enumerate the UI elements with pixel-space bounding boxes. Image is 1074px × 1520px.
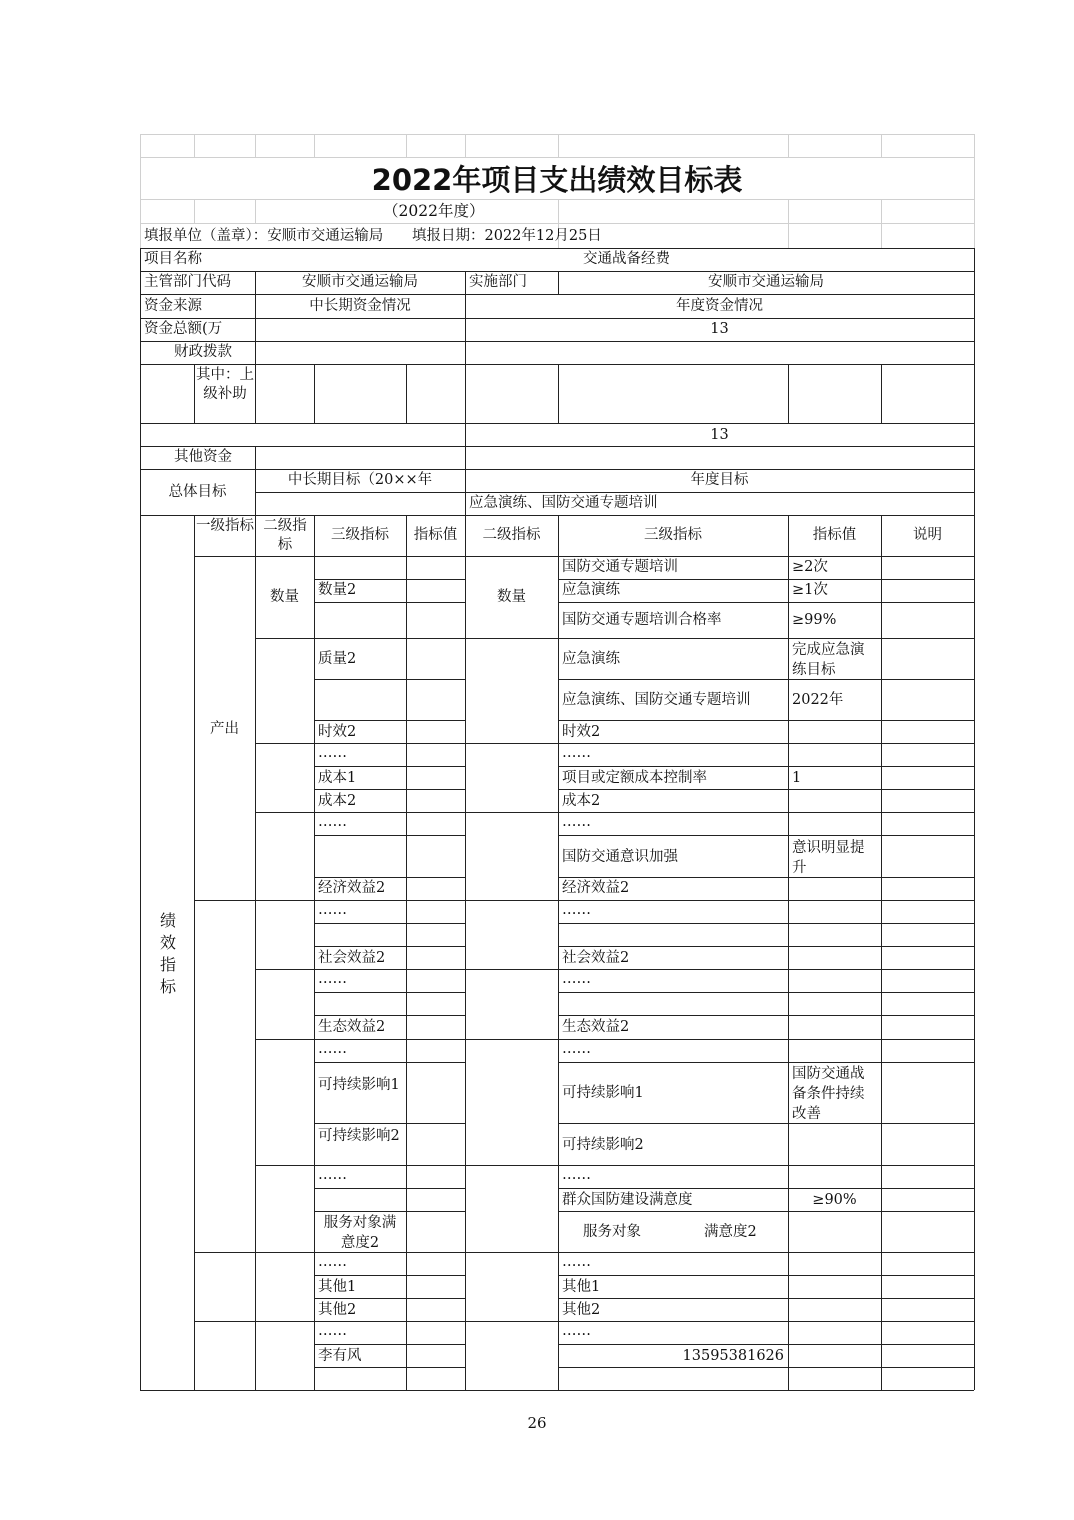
mid-term-goal: 中长期目标（20××年 <box>287 472 433 488</box>
grid-line <box>406 134 407 157</box>
right-other1: 其他1 <box>562 1279 601 1295</box>
table-rule <box>558 992 974 993</box>
left-timeliness2: 时效2 <box>318 724 357 740</box>
table-rule <box>558 1275 974 1276</box>
dept-code: 安顺市交通运输局 <box>302 274 418 290</box>
grid-line <box>881 134 882 157</box>
quantity-label: 数量 <box>270 589 299 605</box>
left-quality2: 质量2 <box>318 651 357 667</box>
table-rule <box>255 271 256 423</box>
right-item-name: 国防交通专题培训合格率 <box>562 612 722 628</box>
header-level1: 一级指标 <box>196 518 254 534</box>
grid-line <box>140 134 974 135</box>
fill-unit: 填报单位（盖章）：安顺市交通运输局 <box>144 228 384 244</box>
table-rule <box>140 364 974 365</box>
impl-dept: 安顺市交通运输局 <box>708 274 824 290</box>
table-rule <box>194 364 195 423</box>
right-item-name: 国防交通专题培训 <box>562 559 678 575</box>
header-value-b: 指标值 <box>812 527 857 543</box>
table-rule <box>558 579 974 580</box>
table-rule <box>140 446 974 447</box>
project-name: 交通战备经费 <box>583 251 670 267</box>
grid-line <box>140 157 974 158</box>
table-rule <box>558 789 974 790</box>
left-dots: …… <box>318 1041 347 1057</box>
table-rule <box>314 515 315 1390</box>
table-rule <box>314 1275 465 1276</box>
output-label: 产出 <box>210 721 239 737</box>
right-item-name: 应急演练 <box>562 651 620 667</box>
header-note: 说明 <box>913 527 942 543</box>
table-rule <box>558 1298 974 1299</box>
table-rule <box>194 556 974 557</box>
table-rule <box>465 515 466 1390</box>
table-rule <box>406 515 407 1390</box>
total-label: 资金总额(万 <box>144 321 223 337</box>
right-cost2: 成本2 <box>562 793 601 809</box>
table-rule <box>558 946 974 947</box>
year-note: （2022年度） <box>383 202 485 220</box>
left-eco2: 生态效益2 <box>318 1019 386 1035</box>
page-title: 2022年项目支出绩效目标表 <box>371 163 743 197</box>
grid-line <box>788 134 789 157</box>
grid-line <box>881 199 882 248</box>
table-rule <box>314 1367 465 1368</box>
left-other2: 其他2 <box>318 1302 357 1318</box>
table-rule <box>314 579 465 580</box>
table-rule <box>314 364 315 423</box>
table-rule <box>406 364 407 423</box>
table-rule <box>255 743 974 744</box>
left-econ2: 经济效益2 <box>318 880 386 896</box>
right-service-b: 满意度2 <box>704 1224 757 1240</box>
table-rule <box>314 789 465 790</box>
table-rule <box>140 515 974 516</box>
table-rule <box>558 1123 974 1124</box>
right-social2: 社会效益2 <box>562 950 630 966</box>
left-dots: …… <box>318 1167 347 1183</box>
table-rule <box>140 271 974 272</box>
table-rule <box>558 679 974 680</box>
contact-phone: 13595381626 <box>682 1348 784 1364</box>
table-rule <box>140 318 974 319</box>
right-item-name: 应急演练 <box>562 582 620 598</box>
right-dots: …… <box>562 1041 591 1057</box>
right-sustain2: 可持续影响2 <box>562 1137 644 1153</box>
right-satisfaction-value: ≥90% <box>812 1192 857 1208</box>
left-sustain1: 可持续影响1 <box>318 1077 400 1093</box>
right-item-value: ≥1次 <box>792 582 828 598</box>
grid-line <box>974 134 975 248</box>
total-value: 13 <box>710 321 729 337</box>
annual-goal-label: 年度目标 <box>690 472 749 488</box>
contact-name: 李有风 <box>318 1348 362 1364</box>
grid-line <box>194 134 195 157</box>
table-rule <box>140 1390 974 1391</box>
right-item-value: 2022年 <box>792 692 844 708</box>
right-econ2: 经济效益2 <box>562 880 630 896</box>
table-rule <box>194 1252 974 1253</box>
left-dots: …… <box>318 745 347 761</box>
right-dots: …… <box>562 1254 591 1270</box>
grid-line <box>140 223 974 224</box>
header-level2-b: 二级指标 <box>482 527 541 543</box>
table-rule <box>558 877 974 878</box>
table-rule <box>255 812 974 813</box>
table-rule <box>255 969 974 970</box>
right-eco2: 生态效益2 <box>562 1019 630 1035</box>
left-social2: 社会效益2 <box>318 950 386 966</box>
annual-funds: 年度资金情况 <box>676 298 763 314</box>
table-rule <box>194 515 195 1390</box>
right-item-value: ≥2次 <box>792 559 828 575</box>
fund-source-label: 资金来源 <box>144 298 202 314</box>
table-rule <box>314 835 465 836</box>
project-name-label: 项目名称 <box>144 251 202 267</box>
table-rule <box>558 766 974 767</box>
table-rule <box>314 602 465 603</box>
right-service-a: 服务对象 <box>583 1224 641 1240</box>
grid-line <box>194 199 195 223</box>
right-other2: 其他2 <box>562 1302 601 1318</box>
table-rule <box>314 766 465 767</box>
table-rule <box>881 515 882 1390</box>
header-level2: 二级指标 <box>263 518 307 553</box>
right-dots: …… <box>562 971 591 987</box>
table-rule <box>558 1062 974 1063</box>
header-level3: 三级指标 <box>331 527 389 543</box>
table-rule <box>788 515 789 1390</box>
table-rule <box>314 1298 465 1299</box>
table-rule <box>558 602 974 603</box>
header-level3-b: 三级指标 <box>644 527 702 543</box>
right-item-value: 完成应急演练目标 <box>792 642 865 678</box>
left-service-satisfaction: 服务对象满意度2 <box>323 1215 397 1251</box>
table-rule <box>558 1188 974 1189</box>
left-dots: …… <box>318 814 347 830</box>
table-rule <box>140 469 974 470</box>
right-dots: …… <box>562 814 591 830</box>
table-rule <box>314 923 465 924</box>
sub-value: 13 <box>710 427 729 443</box>
right-cost-rate-value: 1 <box>792 770 802 786</box>
table-rule <box>558 1015 974 1016</box>
table-rule <box>558 835 974 836</box>
left-dots: …… <box>318 902 347 918</box>
left-other1: 其他1 <box>318 1279 357 1295</box>
table-rule <box>194 1321 974 1322</box>
table-rule <box>558 1211 974 1212</box>
right-dots: …… <box>562 1167 591 1183</box>
table-rule <box>881 364 882 423</box>
grid-line <box>314 134 315 157</box>
table-rule <box>140 294 974 295</box>
table-rule <box>140 341 974 342</box>
left-dots: …… <box>318 971 347 987</box>
right-sustain1-value: 国防交通战备条件持续改善 <box>792 1066 865 1122</box>
table-rule <box>194 900 974 901</box>
table-rule <box>558 364 559 423</box>
table-rule <box>255 638 974 639</box>
right-item-value: ≥99% <box>792 612 837 628</box>
page-number: 26 <box>527 1414 547 1432</box>
table-rule <box>255 492 974 493</box>
table-rule <box>140 423 974 424</box>
right-satisfaction: 群众国防建设满意度 <box>562 1192 693 1208</box>
overall-goal-label: 总体目标 <box>168 484 227 500</box>
table-rule <box>314 1123 465 1124</box>
table-rule <box>314 1015 465 1016</box>
table-rule <box>140 248 141 1390</box>
grid-line <box>788 199 789 248</box>
right-dots: …… <box>562 1323 591 1339</box>
mid-term-funds: 中长期资金情况 <box>309 298 411 314</box>
table-rule <box>974 248 975 1390</box>
left-quantity2: 数量2 <box>318 582 357 598</box>
right-awareness: 国防交通意识加强 <box>562 849 678 865</box>
right-cost-rate: 项目或定额成本控制率 <box>562 770 707 786</box>
right-dots: …… <box>562 902 591 918</box>
left-cost2: 成本2 <box>318 793 357 809</box>
table-rule <box>314 1344 465 1345</box>
grid-line <box>255 199 256 223</box>
table-rule <box>558 1344 974 1345</box>
impl-dept-label: 实施部门 <box>469 274 527 290</box>
grid-line <box>558 134 559 157</box>
table-rule <box>314 1062 465 1063</box>
quantity-label-b: 数量 <box>497 589 526 605</box>
annual-goal: 应急演练、国防交通专题培训 <box>469 495 658 511</box>
other-funds-label: 其他资金 <box>174 449 232 465</box>
table-rule <box>255 1165 974 1166</box>
table-rule <box>314 1188 465 1189</box>
left-sustain2: 可持续影响2 <box>318 1128 400 1144</box>
left-dots: …… <box>318 1323 347 1339</box>
dept-code-label: 主管部门代码 <box>144 274 231 290</box>
table-rule <box>140 248 974 249</box>
upper-subsidy-label: 其中：上级补助 <box>196 367 254 402</box>
table-rule <box>558 1367 974 1368</box>
fill-date: 填报日期：2022年12月25日 <box>412 228 602 244</box>
table-rule <box>558 923 974 924</box>
table-rule <box>558 720 974 721</box>
table-rule <box>255 515 256 1390</box>
table-rule <box>255 1039 974 1040</box>
table-rule <box>314 679 465 680</box>
grid-line <box>255 134 256 157</box>
left-dots: …… <box>318 1254 347 1270</box>
grid-line <box>465 134 466 157</box>
table-rule <box>558 515 559 1390</box>
performance-indicators-label: 绩效指标 <box>160 911 177 996</box>
table-rule <box>314 1211 465 1212</box>
right-dots: …… <box>562 745 591 761</box>
table-rule <box>314 720 465 721</box>
header-value: 指标值 <box>413 527 458 543</box>
right-sustain1: 可持续影响1 <box>562 1085 644 1101</box>
right-awareness-value: 意识明显提升 <box>792 840 865 876</box>
table-rule <box>314 992 465 993</box>
right-timeliness2: 时效2 <box>562 724 601 740</box>
right-item-name: 应急演练、国防交通专题培训 <box>562 692 751 708</box>
table-rule <box>788 364 789 423</box>
table-rule <box>314 877 465 878</box>
table-rule <box>314 946 465 947</box>
fiscal-label: 财政拨款 <box>174 344 232 360</box>
left-cost1: 成本1 <box>318 770 357 786</box>
